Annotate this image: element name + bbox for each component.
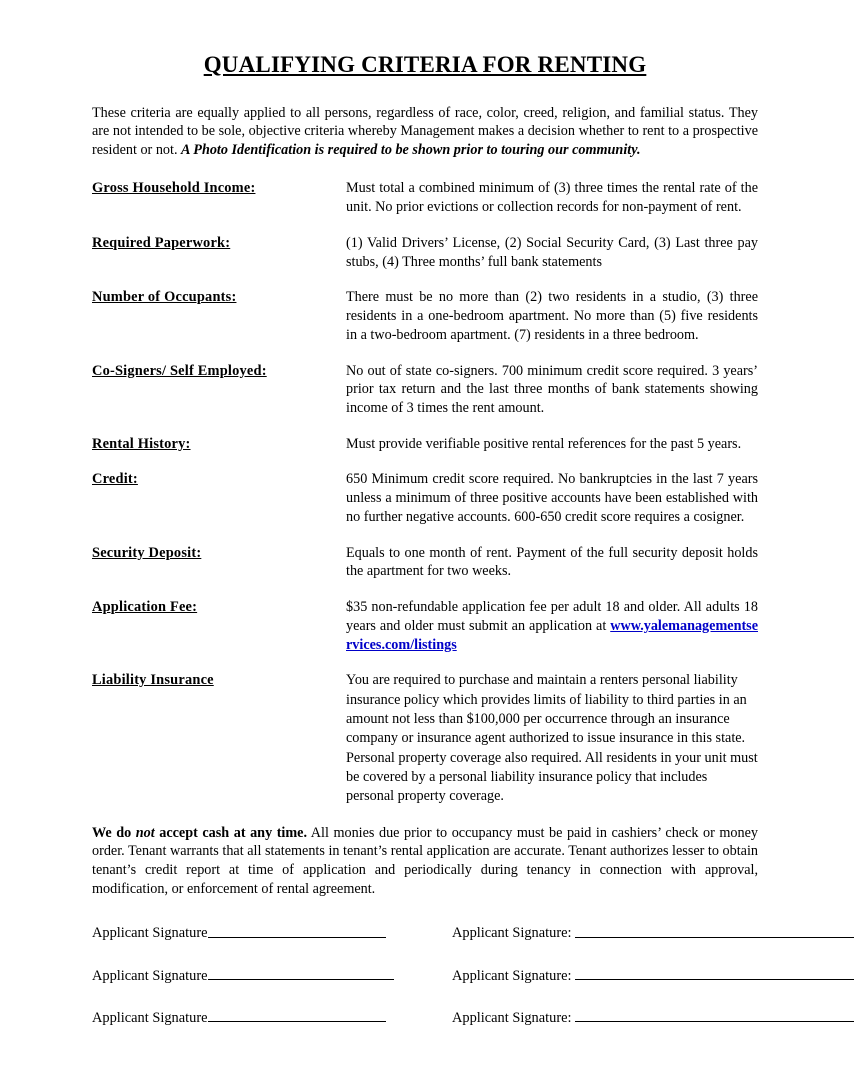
- criteria-row-credit: [92, 470, 758, 526]
- closing-lead-italic: not: [135, 824, 155, 841]
- criteria-label: Credit:: [92, 471, 138, 488]
- signature-label: Applicant Signature: [92, 1010, 208, 1027]
- criteria-row-application-fee: [92, 598, 758, 654]
- criteria-row-rental-history: [92, 435, 758, 454]
- criteria-value: No out of state co-signers. 700 minimum credit score required. 3 years’ prior tax return and the last three months of bank statements showing income of 3 times the rent amount.: [346, 362, 758, 416]
- signature-block: [92, 924, 758, 1027]
- signature-line[interactable]: [575, 967, 854, 980]
- criteria-label: Gross Household Income:: [92, 180, 256, 197]
- signature-line[interactable]: [208, 967, 394, 980]
- applicant-signature-left-1: [92, 924, 452, 942]
- criteria-value: Must provide verifiable positive rental references for the past 5 years.: [346, 435, 742, 452]
- signature-label: Applicant Signature: [92, 925, 208, 942]
- signature-line[interactable]: [208, 924, 386, 937]
- applicant-signature-left-3: [92, 1009, 452, 1027]
- criteria-value: There must be no more than (2) two residents in a studio, (3) three residents in a one-bedroom apartment. No more than (5) five residents in a two-bedroom apartment. (7) residents in a three bedroom.: [346, 289, 758, 343]
- signature-row: [92, 967, 758, 985]
- criteria-value: Equals to one month of rent. Payment of the full security deposit holds the apartment for two weeks.: [346, 544, 758, 580]
- signature-line[interactable]: [575, 924, 854, 937]
- criteria-row-liability-insurance: [92, 671, 758, 806]
- criteria-label: Application Fee:: [92, 599, 198, 616]
- criteria-value: (1) Valid Drivers’ License, (2) Social Security Card, (3) Last three pay stubs, (4) Three months’ full bank statements: [346, 234, 758, 270]
- criteria-label: Co-Signers/ Self Employed:: [92, 362, 267, 379]
- criteria-label: Required Paperwork:: [92, 234, 231, 251]
- criteria-label: Rental History:: [92, 435, 191, 452]
- criteria-row-required-paperwork: [92, 234, 758, 271]
- intro-paragraph: [92, 104, 758, 159]
- criteria-label: Security Deposit:: [92, 544, 202, 561]
- listings-link[interactable]: www.yalemanagementservices.com/listings: [346, 617, 758, 653]
- signature-label: Applicant Signature:: [452, 925, 576, 942]
- criteria-row-number-of-occupants: [92, 288, 758, 344]
- page-title: QUALIFYING CRITERIA FOR RENTING: [203, 52, 647, 77]
- criteria-value: 650 Minimum credit score required. No bankruptcies in the last 7 years unless a minimum of three positive accounts have been established with no further negative accounts. 600-650 credit score requires a cosigner.: [346, 471, 758, 525]
- signature-label: Applicant Signature:: [452, 1010, 576, 1027]
- signature-row: [92, 1009, 758, 1027]
- closing-lead-after: accept cash at any time.: [154, 824, 308, 841]
- criteria-row-co-signers-self-employed: [92, 362, 758, 418]
- applicant-signature-right-1: [452, 924, 854, 942]
- intro-text: These criteria are equally applied to all persons, regardless of race, color, creed, religion, and familial status. They are not intended to be sole, objective criteria whereby Management makes a decision whether to rent to a prospective resident or not.: [92, 105, 758, 158]
- criteria-value: $35 non-refundable application fee per adult 18 and older. All adults 18 years and older must submit an application at: [346, 599, 758, 634]
- criteria-row-security-deposit: [92, 544, 758, 581]
- criteria-value: You are required to purchase and maintain a renters personal liability insurance policy which provides limits of liability to third parties in an amount not less than $100,000 per occurrence through an insurance company or insurance agent authorized to issue insurance in this state. Personal property coverage also required. All residents in your unit must be covered by a personal liability insurance policy that includes personal property coverage.: [346, 672, 758, 805]
- signature-line[interactable]: [208, 1009, 386, 1022]
- applicant-signature-right-2: [452, 967, 854, 985]
- criteria-row-gross-household-income: [92, 179, 758, 216]
- closing-paragraph: [92, 824, 758, 899]
- signature-label: Applicant Signature: [92, 967, 208, 984]
- criteria-list: [92, 179, 758, 806]
- closing-rest: All monies due prior to occupancy must be paid in cashiers’ check or money order. Tenant warrants that all statements in tenant’s rental application are accurate. Tenant authorizes lesser to obtain tenant’s credit report at time of application and periodically during tenancy in connection with approval, modification, or enforcement of rental agreement.: [92, 824, 758, 897]
- criteria-label: Number of Occupants:: [92, 289, 237, 306]
- criteria-value: Must total a combined minimum of (3) three times the rental rate of the unit. No prior evictions or collection records for non-payment of rent.: [346, 180, 758, 216]
- intro-emphasis: A Photo Identification is required to be shown prior to touring our community.: [181, 141, 641, 158]
- criteria-value-wrapper: [346, 598, 758, 654]
- closing-lead: We do: [92, 824, 136, 841]
- criteria-label: Liability Insurance: [92, 672, 214, 689]
- signature-label: Applicant Signature:: [452, 967, 576, 984]
- applicant-signature-right-3: [452, 1009, 854, 1027]
- signature-row: [92, 924, 758, 942]
- signature-line[interactable]: [575, 1009, 854, 1022]
- applicant-signature-left-2: [92, 967, 452, 985]
